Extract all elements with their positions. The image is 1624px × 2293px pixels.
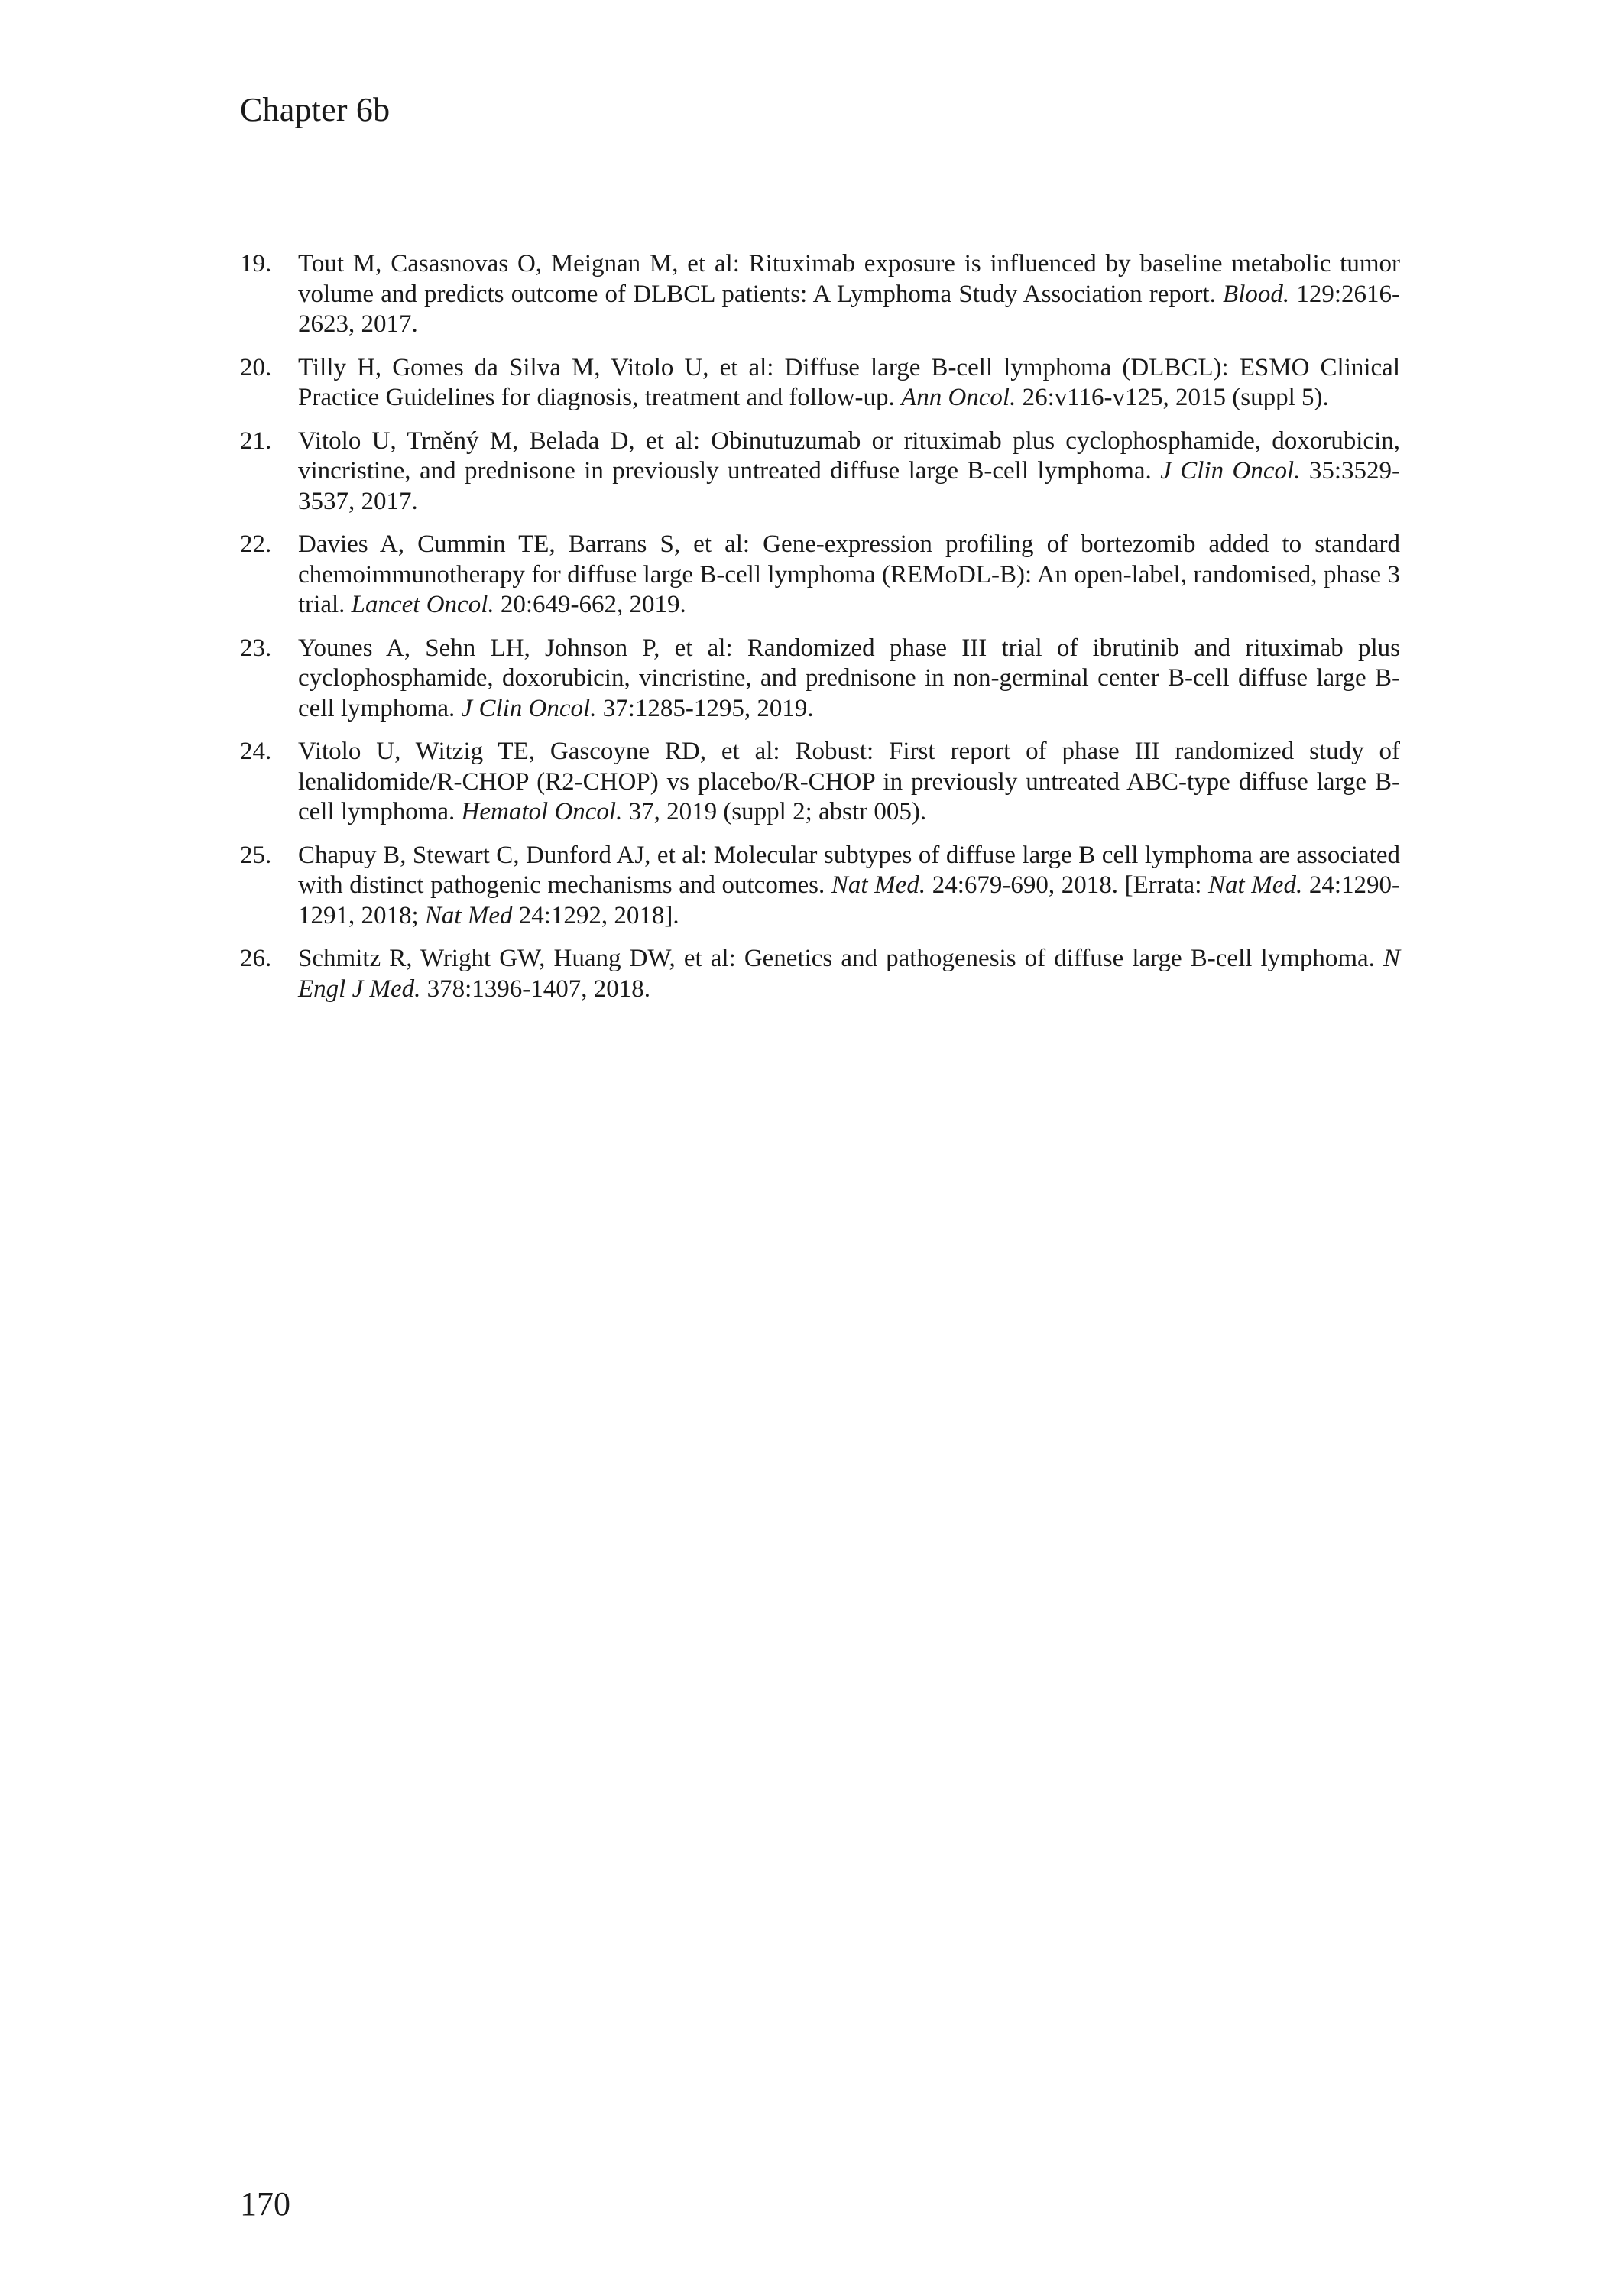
reference-text-run: Vitolo U, Trněný M, Belada D, et al: Obinutuzumab or rituximab plus cyclophosphamide, doxorubicin, vincristine, and prednisone in previously untreated diffuse large B-cell lymphoma. bbox=[298, 426, 1400, 485]
reference-item bbox=[240, 426, 1400, 517]
reference-text bbox=[298, 634, 1400, 725]
reference-text-run: 37, 2019 (suppl 2; abstr 005). bbox=[622, 798, 927, 825]
reference-item bbox=[240, 530, 1400, 621]
reference-item bbox=[240, 353, 1400, 414]
reference-text bbox=[298, 530, 1400, 621]
reference-item bbox=[240, 249, 1400, 340]
reference-text-run: Tout M, Casasnovas O, Meignan M, et al: Rituximab exposure is influenced by baseline metabolic tumor volume and predicts outcome of DLBCL patients: A Lymphoma Study Association report. bbox=[298, 250, 1400, 308]
journal-title: Nat Med bbox=[424, 901, 513, 929]
reference-text-run: 20:649-662, 2019. bbox=[494, 591, 686, 618]
reference-number: 24. bbox=[240, 738, 272, 765]
reference-number: 23. bbox=[240, 634, 272, 662]
reference-text-run: Davies A, Cummin TE, Barrans S, et al: Gene-expression profiling of bortezomib added to standard chemoimmunotherapy for diffuse large B-cell lymphoma (REMoDL-B): An open-label, randomised, phase 3 trial. bbox=[298, 530, 1400, 618]
reference-text-run: Schmitz R, Wright GW, Huang DW, et al: Genetics and pathogenesis of diffuse large B-cell lymphoma. bbox=[298, 945, 1383, 972]
reference-text-run: Tilly H, Gomes da Silva M, Vitolo U, et al: Diffuse large B-cell lymphoma (DLBCL): ESMO Clinical Practice Guidelines for diagnosis, treatment and follow-up. bbox=[298, 353, 1400, 411]
reference-text-run: 37:1285-1295, 2019. bbox=[596, 694, 814, 722]
reference-number: 26. bbox=[240, 945, 272, 972]
journal-title: Ann Oncol. bbox=[901, 384, 1016, 411]
journal-title: Blood. bbox=[1223, 280, 1290, 308]
reference-list bbox=[240, 249, 1400, 1017]
journal-title: Nat Med. bbox=[1208, 871, 1303, 899]
running-head: Chapter 6b bbox=[240, 91, 391, 128]
journal-title: N Engl J Med. bbox=[298, 945, 1400, 1003]
journal-title: J Clin Oncol. bbox=[461, 694, 597, 722]
reference-text-run: Younes A, Sehn LH, Johnson P, et al: Randomized phase III trial of ibrutinib and rituximab plus cyclophosphamide, doxorubicin, vincristine, and prednisone in non-germinal center B-cell diffuse large B-cell lymphoma. bbox=[298, 634, 1400, 722]
reference-text bbox=[298, 353, 1400, 414]
reference-text-run: Vitolo U, Witzig TE, Gascoyne RD, et al: Robust: First report of phase III randomized study of lenalidomide/R-CHOP (R2-CHOP) vs placebo/R-CHOP in previously untreated ABC-type diffuse large B-cell lymphoma. bbox=[298, 738, 1400, 825]
journal-title: J Clin Oncol. bbox=[1160, 457, 1301, 485]
reference-item bbox=[240, 944, 1400, 1004]
reference-text bbox=[298, 426, 1400, 517]
reference-item bbox=[240, 634, 1400, 725]
reference-text-run: 35:3529-3537, 2017. bbox=[298, 457, 1400, 515]
reference-text-run: 378:1396-1407, 2018. bbox=[420, 975, 651, 1003]
journal-title: Nat Med. bbox=[831, 871, 926, 899]
journal-title: Hematol Oncol. bbox=[461, 798, 623, 825]
reference-number: 21. bbox=[240, 426, 272, 455]
reference-item bbox=[240, 737, 1400, 828]
reference-item bbox=[240, 841, 1400, 932]
page-number: 170 bbox=[240, 2185, 290, 2223]
journal-title: Lancet Oncol. bbox=[351, 591, 494, 618]
reference-number: 22. bbox=[240, 530, 272, 558]
reference-text-run: 129:2616-2623, 2017. bbox=[298, 280, 1400, 338]
reference-text bbox=[298, 249, 1400, 340]
reference-number: 19. bbox=[240, 250, 272, 277]
reference-number: 25. bbox=[240, 841, 272, 869]
reference-text-run: 24:679-690, 2018. [Errata: bbox=[925, 871, 1208, 899]
reference-text-run: 24:1292, 2018]. bbox=[512, 901, 679, 929]
reference-number: 20. bbox=[240, 353, 272, 381]
reference-text-run: 24:1290-1291, 2018; bbox=[298, 871, 1400, 929]
reference-text bbox=[298, 841, 1400, 932]
reference-text-run: Chapuy B, Stewart C, Dunford AJ, et al: Molecular subtypes of diffuse large B cell lymphoma are associated with distinct pathogenic mechanisms and outcomes. bbox=[298, 841, 1400, 899]
reference-text bbox=[298, 737, 1400, 828]
reference-text-run: 26:v116-v125, 2015 (suppl 5). bbox=[1016, 384, 1329, 411]
reference-text bbox=[298, 944, 1400, 1004]
